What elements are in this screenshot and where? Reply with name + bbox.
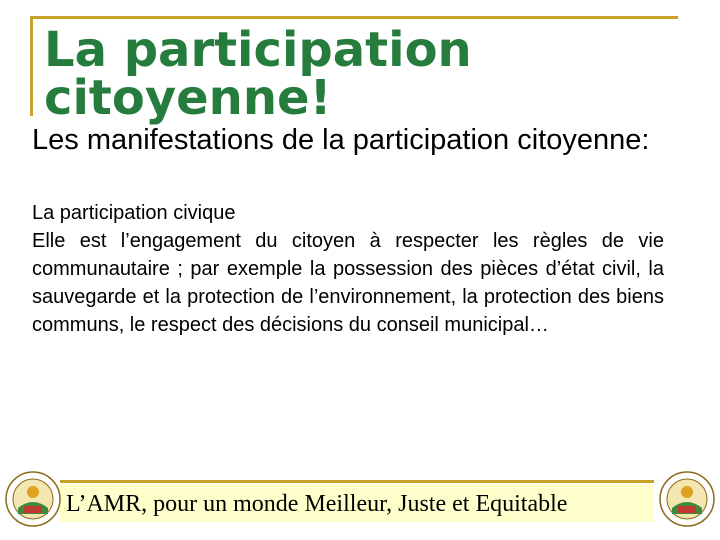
amr-emblem-icon: [4, 470, 62, 528]
amr-emblem-icon: [658, 470, 716, 528]
footer-text: L’AMR, pour un monde Meilleur, Juste et Equitable: [66, 491, 568, 517]
section-paragraph: Elle est l’engagement du citoyen à respecter les règles de vie communautaire ; par exemple la possession des pièces d’état civil, la sauvegarde et la protection de l’environnement, la protection des biens communs, le respect des décisions du conseil municipal…: [32, 230, 664, 336]
frame-top-line: [30, 16, 678, 19]
section-heading: La participation civique: [32, 202, 236, 224]
footer-divider: [60, 480, 654, 483]
slide-body: [32, 199, 664, 339]
slide-subtitle: Les manifestations de la participation citoyenne:: [32, 124, 650, 156]
frame-left-line: [30, 16, 33, 116]
slide-title: La participation citoyenne!: [44, 22, 472, 126]
